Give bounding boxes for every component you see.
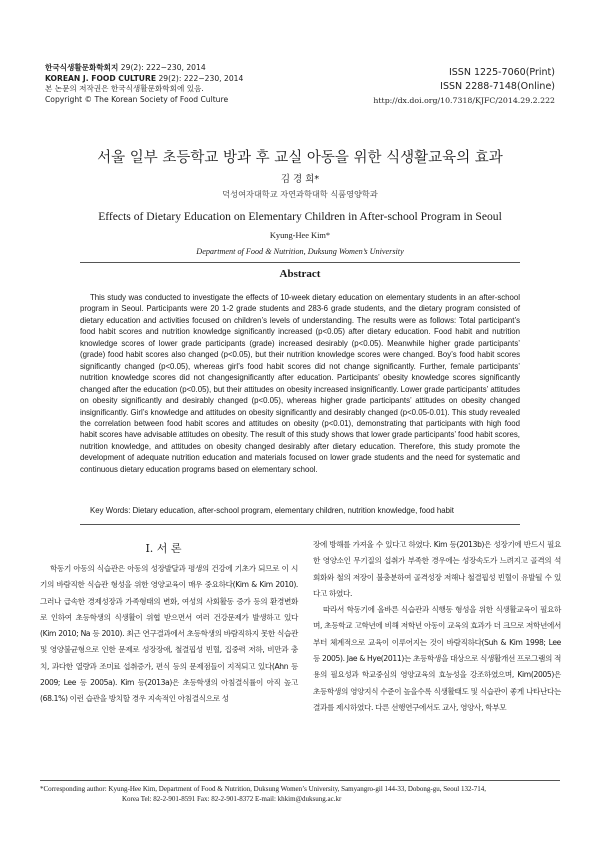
journal-name-en: KOREAN J. FOOD CULTURE	[45, 73, 157, 83]
body-column-right	[313, 537, 561, 716]
copyright-notice-ko: 본 논문의 저작권은 한국식생활문화학회에 있음.	[45, 84, 204, 94]
footnote-line: *Corresponding author: Kyung-Hee Kim, Department of Food & Nutrition, Duksung Women’s University, Samyangro-gil 144-33, Dobong-gu, Seoul 132-714,	[40, 785, 487, 793]
author-korean: 김 경 희*	[280, 174, 320, 185]
section-heading-introduction: I. 서 론	[145, 542, 182, 555]
issn-print: ISSN 1225-7060(Print)	[448, 67, 555, 78]
journal-header-left	[45, 63, 243, 105]
abstract-body: This study was conducted to investigate the effects of 10-week dietary education on elementary students in an after-school program in Seoul. Participants were 20 1-2 grade students and 283-6 grade students, and the dietary program consisted of dietary education and activities focused on children’s levels of understanding. The results were as follows: Total participant’s food habit scores and nutrition knowledge significantly increased (p<0.05) after dietary education. Food habit and nutrition knowledge scores of lower grade participants (grade) increased desirably (p<0.05). Meanwhile higher grade participants’ (grade) food habit scores also changed (p<0.05), but their nutrition knowledge scores were changed. Boy’s food habit scores significantly changed (p<0.05), whereas girl’s food habit scores did not change significantly. Further, female participants’ nutrition knowledge scores did not changesignificantly after education. Participants’ obesity knowledge scores significantly changed after the education (p<0.05), but their attitudes on obesity increased insignificantly. Lower grade participants’ attitudes on obesity significantly and desirably changed (p<0.05), whereas higher grade participants’ attitudes on obesity changed insignificantly. Girl’s knowledge and attitudes on obesity significantly and desirably changed (p<0.05-0.01). This study revealed the correlation between food habit scores and attitudes on obesity (p<0.01), demonstrating that participants with high food habit scores have advisable attitudes on obesity. The result of this study shows that lower grade participants’ food habit scores, nutrition knowledge, and attitudes on obesity changed desirably after dietary education. Therefore, this study promote the development of adequate nutrition education and materials focused on lower grade students and the need for systematic and continuous dietary education programs based on elementary school.	[80, 293, 520, 474]
journal-name-ko: 한국식생활문화학회지	[45, 63, 119, 72]
footnote-rule	[40, 780, 560, 781]
journal-volume-en: 29(2): 222−230, 2014	[158, 73, 244, 83]
affiliation-korean: 덕성여자대학교 자연과학대학 식품영양학과	[222, 189, 378, 199]
issn-online: ISSN 2288-7148(Online)	[440, 81, 555, 92]
title-english: Effects of Dietary Education on Elementary Children in After-school Program in Seoul	[98, 210, 502, 223]
title-korean: 서울 일부 초등학교 방과 후 교실 아동을 위한 식생활교육의 효과	[97, 150, 503, 166]
abstract-rule-bottom	[80, 524, 520, 525]
journal-volume-ko: 29(2): 222−230, 2014	[120, 63, 206, 72]
author-english: Kyung-Hee Kim*	[269, 231, 331, 240]
body-paragraph: 장에 방해를 가져올 수 있다고 하였다. Kim 등(2013b)은 성장기에 반드시 필요한 영양소인 무기질의 섭취가 부족한 경우에는 성장속도가 느려지고 골격의 석회화와 철의 저장이 불충분하여 골격성장 저해나 철결핍성 빈혈이 유발될 수 있다고 하였다.	[313, 540, 561, 598]
doi-link[interactable]: http://dx.doi.org/10.7318/KJFC/2014.29.2.222	[373, 96, 555, 105]
affiliation-english: Department of Food & Nutrition, Duksung Women’s University	[196, 247, 404, 256]
abstract-rule-top	[80, 262, 520, 263]
journal-header-right	[373, 66, 555, 108]
corresponding-author-footnote	[40, 784, 560, 805]
body-paragraph: 따라서 학동기에 올바른 식습관과 식행동 형성을 위한 식생활교육이 필요하며, 초등학교 고학년에 비해 저학년 아동이 교육의 효과가 더 크므로 저학년에서부터 체계적으로 교육이 이루어지는 것이 바람직하다(Suh & Kim 1998; Lee 등 2005). Jae & Hye(2011)는 초등학생을 대상으로 식생활개선 프로그램의 적용의 필요성과 학교중심의 영양교육의 효능성을 강조하였으며, Kim(2005)은 초등학생의 영양지식 수준이 높을수록 식생활태도 및 식습관이 좋게 나타난다는 결과를 제시하였다. 다른 선행연구에서도 교사, 영양사, 학부모	[313, 605, 561, 712]
footnote-contact: Korea Tel: 82-2-901-8591 Fax: 82-2-901-8372 E-mail: khkim@duksung.ac.kr	[122, 795, 342, 804]
copyright-notice: Copyright © The Korean Society of Food Culture	[45, 94, 229, 104]
body-column-left	[40, 561, 298, 708]
body-paragraph: 학동기 아동의 식습관은 아동의 성장발달과 평생의 건강에 기초가 되므로 이 시기의 바람직한 식습관 형성을 위한 영양교육이 매우 중요하다(Kim & Kim 2010). 그러나 급속한 경제성장과 가족형태의 변화, 여성의 사회활동 증가 등의 환경변화로 인하여 초등학생의 식생활이 위협 받으면서 여러 건강문제가 발생하고 있다(Kim 2010; Na 등 2010). 최근 연구결과에서 초등학생의 바람직하지 못한 식습관 및 영양불균형으로 인한 문제로 성장장애, 철결핍성 빈혈, 집중력 저하, 비만과 충치, 과다한 열량과 조미료 섭취증가, 편식 등의 문제점들이 지적되고 있다(Ahn 등 2009; Lee 등 2005a). Kim 등(2013a)은 초등학생의 아침결식률이 아직 높고 (68.1%) 이런 습관을 방치할 경우 지속적인 아침결식으로 성	[40, 564, 298, 704]
keywords: Key Words: Dietary education, after-school program, elementary children, nutrition knowledge, food habit	[90, 506, 454, 515]
abstract-heading: Abstract	[279, 268, 321, 280]
